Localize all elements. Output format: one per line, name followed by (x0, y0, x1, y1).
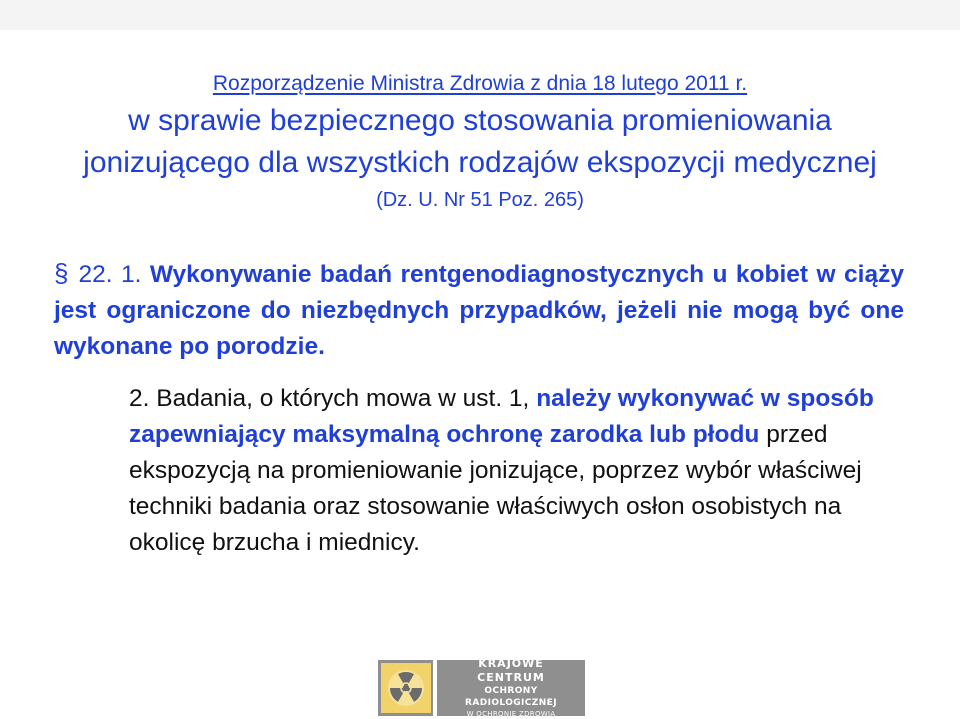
logo-line-1: KRAJOWE CENTRUM (477, 657, 545, 684)
document-header (0, 68, 960, 216)
paragraph-2-bold-start: należy wykonywać w sposób zapewniający maksymalną ochronę zarodka lub płodu (129, 385, 874, 448)
paragraph-2-lead: 2. Badania, o których mowa w ust. 1, (129, 385, 530, 412)
logo-line-2: OCHRONY RADIOLOGICZNEJ (465, 686, 557, 708)
paragraph-2-rest: ekspozycją na promieniowanie jonizujące, poprzez wybór właściwej techniki badania oraz stosowanie właściwych osłon osobistych na okolicę brzucha i miednicy. (129, 457, 862, 556)
kcor-logo (378, 657, 585, 718)
section-sign: § (54, 258, 69, 288)
document-body (54, 255, 904, 561)
paragraph-gap (54, 365, 904, 381)
paragraph-2-rest-inline: przed (766, 421, 828, 448)
regulation-title-line-2: jonizującego dla wszystkich rodzajów ekspozycji medycznej (83, 146, 877, 179)
logo-line-3: W OCHRONIE ZDROWIA (466, 710, 556, 718)
radiation-trefoil-icon (381, 663, 431, 713)
regulation-link[interactable]: Rozporządzenie Ministra Zdrowia z dnia 18 lutego 2011 r. (212, 72, 748, 95)
paragraph-number: 22. 1. (78, 261, 142, 288)
paragraph-22-1 (54, 255, 904, 365)
regulation-title-line-1: w sprawie bezpiecznego stosowania promieniowania (128, 104, 832, 137)
paragraph-2-lead-line (54, 381, 904, 561)
journal-reference: (Dz. U. Nr 51 Poz. 265) (376, 189, 584, 211)
logo-text (437, 657, 585, 719)
trefoil-graphic (386, 668, 426, 708)
paragraph-1-text: Wykonywanie badań rentgenodiagnostycznych u kobiet w ciąży jest ograniczone do niezbędnych przypadków, jeżeli nie mogą być one wykonane po porodzie. (54, 261, 904, 360)
